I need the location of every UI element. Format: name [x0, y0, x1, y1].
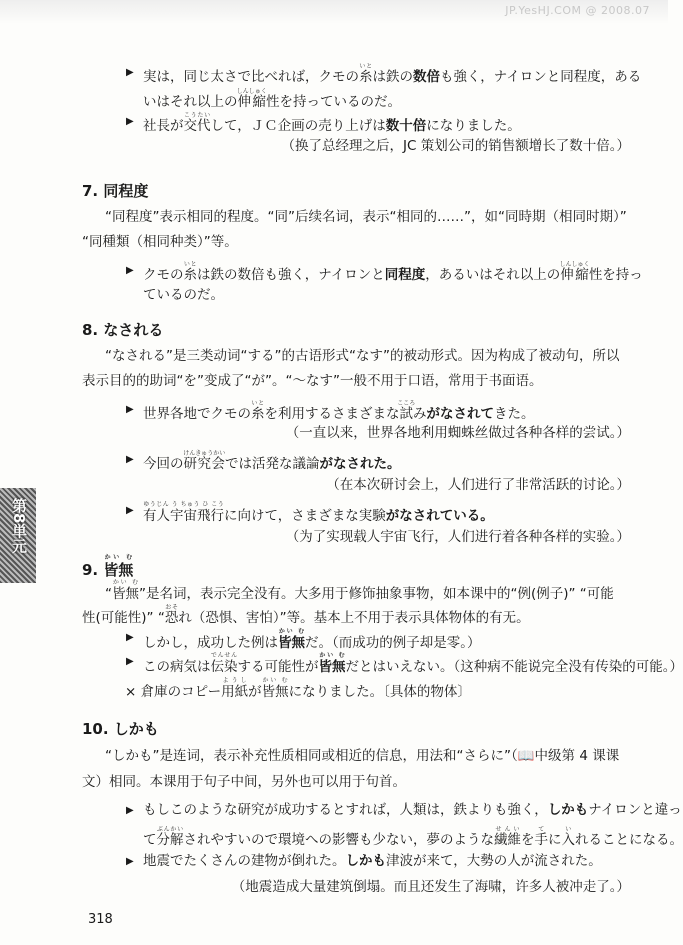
text-segment: ナイロンと違っ: [588, 802, 682, 818]
bullet-triangle-icon: ▶: [126, 656, 134, 667]
furigana: かい む: [103, 554, 134, 561]
ruby-base: 糸: [183, 267, 197, 283]
text-segment: 8. なされる: [82, 321, 164, 339]
bullet-triangle-icon: ▶: [126, 265, 134, 276]
text-segment: [261, 677, 289, 700]
ruby-base: 伸縮: [559, 267, 590, 283]
text-segment: ”是名词，表示完全没有。大多用于修饰抽象事物，如本课中的“例(例子)” “可能: [139, 586, 614, 602]
furigana: ゆうじん う ちゅう ひ こう: [143, 501, 224, 508]
text-segment: “しかも”是连词，表示补充性质相同或相近的信息，用法和“さらに”（📖中级第 4 课课: [105, 748, 620, 764]
page-number: 318: [88, 912, 113, 927]
text-segment: [183, 450, 226, 472]
text-segment: [156, 826, 184, 848]
example-sentence: [126, 261, 643, 284]
bullet-triangle-icon: ▶: [126, 505, 134, 516]
text-segment: 表示目的的助词“を”变成了“が”。“～なす”一般不用于口语，常用于书面语。: [82, 373, 543, 389]
emphasis-text: がなされた。: [319, 456, 401, 472]
text-line: [143, 286, 224, 304]
text-segment: [210, 652, 238, 675]
text-segment: [183, 112, 211, 134]
text-segment: しかし，成功した例は: [143, 635, 278, 651]
example-sentence: [126, 400, 535, 423]
text-line: [143, 826, 683, 849]
text-segment: [359, 63, 373, 85]
example-sentence: [126, 112, 521, 135]
ruby-base: 恐: [164, 610, 179, 626]
text-segment: になりました。〔具体的物体〕: [288, 684, 471, 700]
section-heading: [82, 554, 133, 579]
text-segment: × 倉庫のコピー: [125, 684, 222, 700]
ruby-base: 伝染: [210, 659, 238, 675]
bullet-triangle-icon: ▶: [126, 116, 134, 127]
text-segment: 世界各地でクモの: [143, 406, 251, 422]
text-segment: 性を持っているのだ。: [266, 94, 402, 110]
text-segment: [534, 826, 549, 848]
translation-line: [326, 476, 630, 494]
text-line: [105, 347, 619, 365]
text-segment: [183, 261, 198, 283]
text-line: [105, 579, 614, 603]
text-segment: 社長が: [143, 118, 184, 134]
text-segment: “なされる”是三类动词“する”的古语形式“なす”的被动形式。因为构成了被动句，所以: [105, 348, 620, 364]
emphasis-text: 数十倍: [385, 118, 427, 134]
furigana: いと: [359, 63, 373, 70]
text-segment: 津波が来て，大勢の人が流された。: [386, 853, 602, 869]
text-segment: [112, 579, 139, 602]
text-segment: [494, 826, 521, 848]
text-segment: [103, 554, 134, 579]
ruby-base: 皆無: [112, 586, 139, 602]
translation-line: [286, 424, 630, 442]
furigana: けんきゅうかい: [183, 450, 226, 457]
text-line: [82, 233, 238, 251]
text-segment: （换了总经理之后，JC 策划公司的销售额增长了数十倍。）: [281, 138, 630, 154]
example-sentence: [126, 63, 642, 86]
furigana: おそ: [164, 604, 179, 611]
text-segment: に向けて，さまざまな実験: [224, 508, 386, 524]
text-segment: きた。: [494, 406, 535, 422]
emphasis-text: 同程度: [384, 267, 426, 283]
furigana: でんせん: [210, 652, 238, 659]
emphasis-text: しかも: [345, 853, 386, 869]
furigana: い: [561, 826, 575, 833]
emphasis-text: 数倍: [413, 69, 440, 85]
text-segment: この病気は: [143, 659, 211, 675]
text-segment: て: [143, 832, 157, 848]
text-segment: も強く，ナイロンと同程度，ある: [440, 69, 642, 85]
furigana: かい む: [318, 652, 346, 659]
text-segment: 地震でたくさんの建物が倒れた。: [143, 853, 346, 869]
furigana: しんしゅく: [236, 88, 267, 95]
text-segment: [561, 826, 576, 848]
text-segment: は鉄の数倍も強く，ナイロンと: [197, 267, 385, 283]
furigana: こうたい: [183, 112, 211, 119]
text-segment: では活発な議論: [225, 456, 320, 472]
furigana: こころ: [397, 400, 416, 407]
text-line: [105, 747, 619, 765]
text-segment: に: [548, 832, 562, 848]
text-segment: [397, 400, 416, 422]
text-segment: 性を持っ: [588, 267, 643, 283]
furigana: かい む: [112, 579, 139, 586]
bullet-triangle-icon: ▶: [126, 856, 134, 867]
example-sentence: [126, 801, 682, 819]
text-segment: になりました。: [426, 118, 521, 134]
ruby-base: 用紙: [221, 684, 249, 700]
bullet-triangle-icon: ▶: [126, 805, 134, 816]
furigana: いと: [183, 261, 197, 268]
text-segment: 9.: [82, 561, 104, 579]
emphasis-text: がなされて: [426, 406, 494, 422]
section-heading: [82, 720, 159, 738]
translation-line: [282, 137, 630, 155]
emphasis-text: しかも: [547, 802, 589, 818]
text-segment: み: [413, 406, 427, 422]
furigana: いと: [251, 400, 265, 407]
text-segment: は鉄の: [372, 69, 413, 85]
text-line: [143, 88, 401, 111]
furigana: かい む: [261, 677, 289, 684]
text-segment: が: [248, 684, 262, 700]
text-segment: （在本次研讨会上，人们进行了非常活跃的讨论。）: [326, 477, 630, 493]
example-sentence: [126, 501, 494, 525]
translation-line: [286, 528, 630, 546]
text-segment: [164, 604, 179, 626]
text-segment: [143, 501, 224, 524]
text-segment: だ。（而成功的例子却是零。）: [305, 635, 481, 651]
text-segment: されやすいので環境への影響も少ない，夢のような: [183, 832, 494, 848]
text-segment: 文）相同。本课用于句子中间，另外也可以用于句首。: [82, 774, 406, 790]
ruby-base: 交代: [183, 118, 211, 134]
text-segment: 実は，同じ太さで比べれば，クモの: [143, 69, 359, 85]
emphasis-text: がなされている。: [385, 508, 494, 524]
furigana: しんしゅく: [559, 261, 590, 268]
text-segment: （一直以来，世界各地利用蜘蛛丝做过各种各样的尝试。）: [285, 425, 630, 441]
unit-side-tab: [0, 488, 36, 583]
ruby-base: 皆無: [278, 635, 305, 651]
unit-side-tab-label: 第8単元: [10, 498, 28, 554]
text-segment: ，あるいはそれ以上の: [425, 267, 561, 283]
text-segment: 10. しかも: [82, 720, 159, 738]
text-segment: “同種類（相同种类）”等。: [82, 234, 238, 250]
text-segment: 7. 同程度: [82, 182, 149, 200]
text-segment: [236, 88, 267, 110]
text-segment: れ（恐惧、害怕）”等。基本上不用于表示具体物体的有无。: [178, 610, 530, 626]
furigana: かい む: [278, 628, 305, 635]
ruby-base: 皆無: [318, 659, 346, 675]
ruby-base: 糸: [359, 69, 373, 85]
emphasis-text: [278, 628, 305, 651]
text-segment: “: [105, 586, 112, 602]
text-segment: を利用するさまざまな: [264, 406, 400, 422]
bullet-triangle-icon: ▶: [126, 67, 134, 78]
text-line: [125, 677, 471, 701]
text-segment: 性(可能性)” “: [82, 610, 165, 626]
text-segment: する可能性が: [237, 659, 319, 675]
example-sentence: [126, 652, 683, 676]
text-segment: ているのだ。: [143, 287, 224, 303]
example-sentence: [126, 450, 401, 473]
text-line: [82, 604, 530, 627]
example-sentence: [126, 852, 602, 870]
translation-line: [232, 878, 630, 896]
text-segment: だとはいえない。（这种病不能说完全没有传染的可能。）: [345, 659, 683, 675]
watermark: JP.YesHJ.COM @ 2008.07: [505, 4, 650, 17]
text-segment: （为了实现载人宇宙飞行，人们进行着各种各样的实验。）: [285, 529, 630, 545]
example-sentence: [126, 628, 481, 652]
ruby-base: 試: [397, 406, 416, 422]
emphasis-text: [318, 652, 346, 675]
text-segment: [559, 261, 590, 283]
ruby-base: 分解: [156, 832, 184, 848]
ruby-base: 手: [534, 832, 548, 848]
bullet-triangle-icon: ▶: [126, 404, 134, 415]
text-segment: して，ＪＣ企画の売り上げは: [210, 118, 386, 134]
ruby-base: 研究会: [183, 456, 226, 472]
text-segment: [221, 677, 249, 700]
text-segment: もしこのような研究が成功するとすれば，人類は，鉄よりも強く，: [143, 802, 548, 818]
ruby-base: 皆無: [261, 684, 289, 700]
section-heading: [82, 321, 163, 339]
text-segment: いはそれ以上の: [143, 94, 238, 110]
text-line: [105, 208, 627, 226]
section-heading: [82, 182, 148, 200]
furigana: ようし: [221, 677, 249, 684]
text-segment: [251, 400, 265, 422]
ruby-base: 伸縮: [236, 94, 267, 110]
ruby-base: 有人宇宙飛行: [143, 508, 224, 524]
text-segment: れることになる。: [575, 832, 683, 848]
text-segment: クモの: [143, 267, 184, 283]
furigana: ぶんかい: [156, 826, 184, 833]
text-segment: （地震造成大量建筑倒塌。而且还发生了海啸，许多人被冲走了。）: [231, 879, 630, 895]
ruby-base: 糸: [251, 406, 265, 422]
text-line: [82, 372, 542, 390]
bullet-triangle-icon: ▶: [126, 632, 134, 643]
text-segment: 今回の: [143, 456, 184, 472]
text-segment: “同程度”表示相同的程度。“同”后续名词，表示“相同的……”，如“同時期（相同时期）”: [105, 209, 627, 225]
text-line: [82, 773, 406, 791]
bullet-triangle-icon: ▶: [126, 454, 134, 465]
furigana: せんい: [494, 826, 521, 833]
ruby-base: 皆無: [103, 561, 134, 579]
text-segment: を: [521, 832, 535, 848]
ruby-base: 繊維: [494, 832, 521, 848]
furigana: て: [534, 826, 548, 833]
ruby-base: 入: [561, 832, 575, 848]
